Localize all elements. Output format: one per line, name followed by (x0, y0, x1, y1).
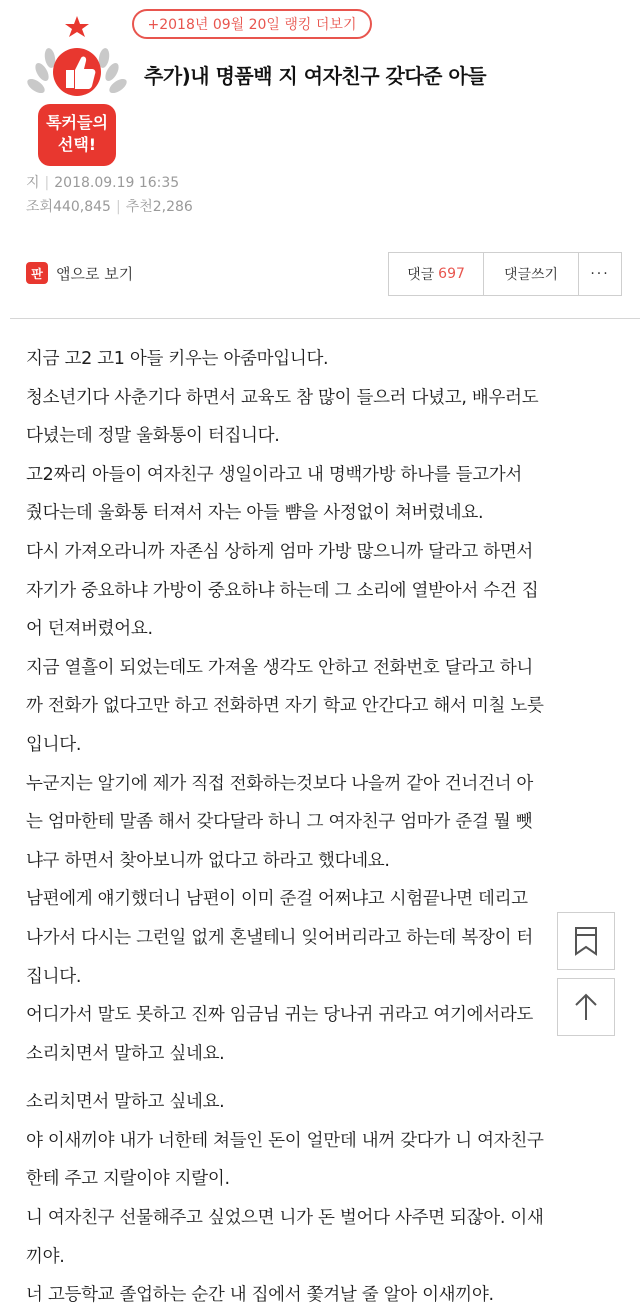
laurel-icon (22, 12, 132, 112)
bookmark-icon (573, 926, 599, 956)
app-view-label: 앱으로 보기 (56, 264, 134, 283)
thumbs-up-icon (53, 48, 101, 96)
body-line: 누군지는 알기에 제가 직접 전화하는것보다 나을꺼 같아 건너건너 아 (26, 773, 534, 794)
comments-label: 댓글 (407, 267, 435, 283)
body-line: 끼야. (26, 1246, 65, 1267)
body-line: 자기가 중요하냐 가방이 중요하냐 하는데 그 소리에 열받아서 수건 집 (26, 580, 539, 601)
comment-toolbar (388, 252, 622, 296)
body-line: 소리치면서 말하고 싶네요. (26, 1043, 225, 1064)
comments-count: 697 (438, 266, 465, 282)
badge-line-2: 선택! (57, 135, 97, 154)
meta-stats: 조회440,845 | 추천2,286 (26, 199, 193, 215)
pann-app-icon: 판 (26, 262, 48, 284)
body-line: 청소년기다 사춘기다 하면서 교육도 참 많이 들으러 다녔고, 배우러도 (26, 387, 539, 408)
star-icon (65, 16, 89, 37)
scroll-top-button[interactable] (557, 978, 615, 1036)
body-line: 고2짜리 아들이 여자친구 생일이라고 내 명백가방 하나를 들고가서 (26, 464, 523, 485)
body-line: 니 여자친구 선물해주고 싶었으면 니가 돈 벌어다 사주면 되잖아. 이새 (26, 1208, 544, 1229)
post-date: 2018.09.19 16:35 (54, 175, 180, 191)
body-line: 는 엄마한테 말좀 해서 갖다달라 하니 그 여자친구 엄마가 준걸 뭘 뺏 (26, 812, 533, 833)
body-line: 남편에게 얘기했더니 남편이 이미 준걸 어쩌냐고 시험끝나면 데리고 (26, 889, 528, 910)
arrow-up-icon (573, 992, 599, 1022)
body-line: 다녔는데 정말 울화통이 터집니다. (26, 426, 280, 447)
body-line: 집니다. (26, 966, 82, 987)
body-line: 줬다는데 울화통 터져서 자는 아들 뺨을 사정없이 쳐버렸네요. (26, 503, 484, 524)
views-count: 440,845 (53, 199, 111, 215)
ranking-more-link[interactable] (132, 9, 372, 39)
body-line: 지금 고2 고1 아들 키우는 아줌마입니다. (26, 349, 329, 369)
post-title: 추가)내 명품백 지 여자친구 갖다준 아들 (144, 64, 487, 88)
talkers-choice-badge (22, 12, 132, 162)
body-line: 냐구 하면서 찾아보니까 없다고 하라고 했다네요. (26, 850, 390, 871)
recommend-count: 2,286 (152, 199, 193, 215)
body-line: 야 이새끼야 내가 너한테 쳐들인 돈이 얼만데 내꺼 갖다가 니 여자친구 (26, 1130, 544, 1151)
badge-line-1: 톡커들의 (46, 113, 108, 132)
app-view-link[interactable] (26, 262, 133, 284)
body-line: 까 전화가 없다고만 하고 전화하면 자기 학교 안간다고 해서 미칠 노릇 (26, 696, 544, 717)
body-line: 나가서 다시는 그런일 없게 혼낼테니 잊어버리라고 하는데 복장이 터 (26, 927, 534, 948)
body-line: 다시 가져오라니까 자존심 상하게 엄마 가방 많으니까 달라고 하면서 (26, 541, 534, 562)
more-options-button[interactable]: ··· (590, 266, 610, 282)
write-comment-button[interactable]: 댓글쓰기 (484, 253, 579, 295)
body-line: 한테 주고 지랄이야 지랄이. (26, 1169, 230, 1190)
divider (10, 318, 640, 319)
comments-button[interactable] (389, 253, 484, 295)
ranking-more-label: +2018년 09월 20일 랭킹 더보기 (147, 17, 357, 33)
body-line: 어디가서 말도 못하고 진짜 임금님 귀는 당나귀 귀라고 여기에서라도 (26, 1005, 534, 1026)
body-line: 입니다. (26, 734, 82, 755)
author-name[interactable]: 지 (26, 175, 40, 191)
bookmark-button[interactable] (557, 912, 615, 970)
body-line: 소리치면서 말하고 싶네요. (26, 1092, 225, 1113)
body-line: 지금 열흘이 되었는데도 가져올 생각도 안하고 전화번호 달라고 하니 (26, 657, 534, 678)
post-body (26, 340, 631, 1315)
recommend-label: 추천 (125, 199, 153, 215)
body-line: 너 고등학교 졸업하는 순간 내 집에서 쫓겨날 줄 알아 이새끼야. (26, 1285, 494, 1306)
body-line: 어 던져버렸어요. (26, 619, 153, 640)
views-label: 조회 (26, 199, 54, 215)
meta-author-date: 지 | 2018.09.19 16:35 (26, 175, 180, 191)
